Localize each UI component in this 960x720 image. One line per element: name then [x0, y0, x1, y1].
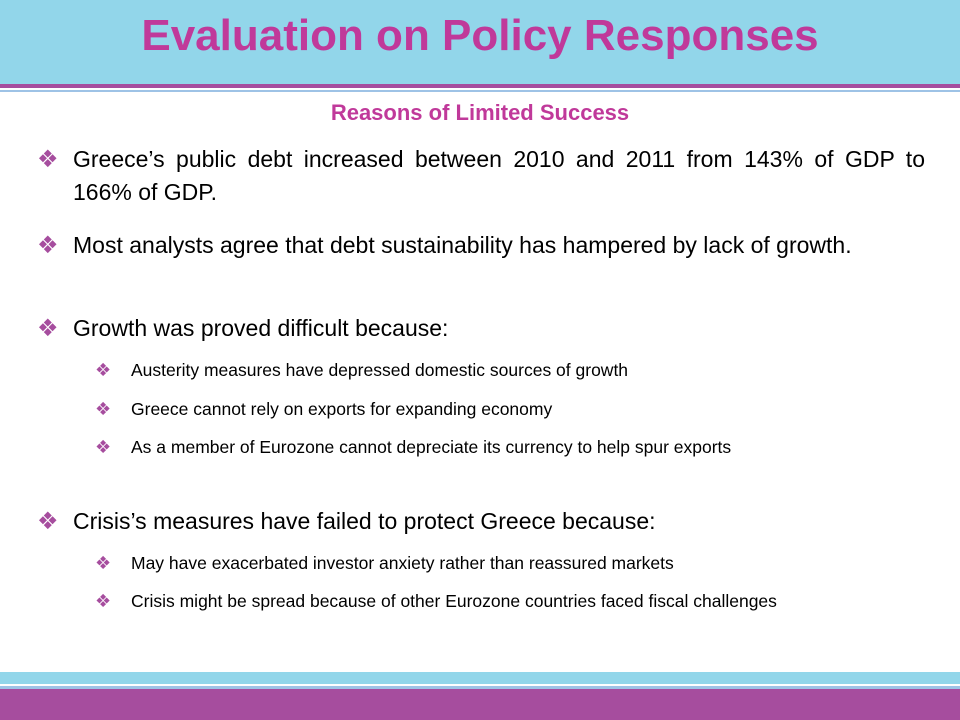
diamond-bullet-icon: ❖ [95, 399, 112, 419]
sub-bullet-text: Austerity measures have depressed domestic sources of growth [131, 360, 629, 380]
diamond-bullet-icon: ❖ [95, 553, 112, 573]
sub-bullet-text: Greece cannot rely on exports for expanding economy [131, 399, 553, 419]
bullet-item-crisis-measures [37, 505, 925, 538]
footer-band-light [0, 672, 960, 684]
slide-subtitle: Reasons of Limited Success [330, 100, 630, 125]
sub-bullet-item-currency [95, 434, 925, 460]
diamond-bullet-icon: ❖ [95, 437, 112, 457]
diamond-bullet-icon: ❖ [95, 591, 112, 611]
header-divider-light [0, 90, 960, 92]
bullet-text: Greece’s public debt increased between 2010 and 2011 from 143% of GDP to 166% of GDP. [73, 146, 925, 205]
diamond-bullet-icon: ❖ [37, 146, 59, 173]
bullet-text: Growth was proved difficult because: [73, 315, 449, 341]
sub-bullet-item-investor-anxiety [95, 550, 925, 576]
slide-title: Evaluation on Policy Responses [141, 11, 819, 60]
bullet-item-debt-increase [37, 143, 925, 209]
sub-bullet-item-exports [95, 396, 925, 422]
sub-bullet-text: Crisis might be spread because of other Eurozone countries faced fiscal challenges [131, 591, 777, 611]
diamond-bullet-icon: ❖ [37, 315, 59, 342]
sub-bullet-item-austerity [95, 357, 925, 383]
sub-bullet-text: May have exacerbated investor anxiety rather than reassured markets [131, 553, 674, 573]
footer-band-accent [0, 689, 960, 720]
diamond-bullet-icon: ❖ [37, 508, 59, 535]
diamond-bullet-icon: ❖ [95, 360, 112, 380]
sub-bullet-item-spread [95, 588, 925, 614]
bullet-text: Most analysts agree that debt sustainability has hampered by lack of growth. [73, 232, 852, 258]
sub-bullet-text: As a member of Eurozone cannot depreciate its currency to help spur exports [131, 437, 732, 457]
diamond-bullet-icon: ❖ [37, 232, 59, 259]
bullet-text: Crisis’s measures have failed to protect Greece because: [73, 508, 656, 534]
bullet-item-growth-difficult [37, 312, 925, 345]
bullet-item-debt-sustainability [37, 229, 925, 262]
